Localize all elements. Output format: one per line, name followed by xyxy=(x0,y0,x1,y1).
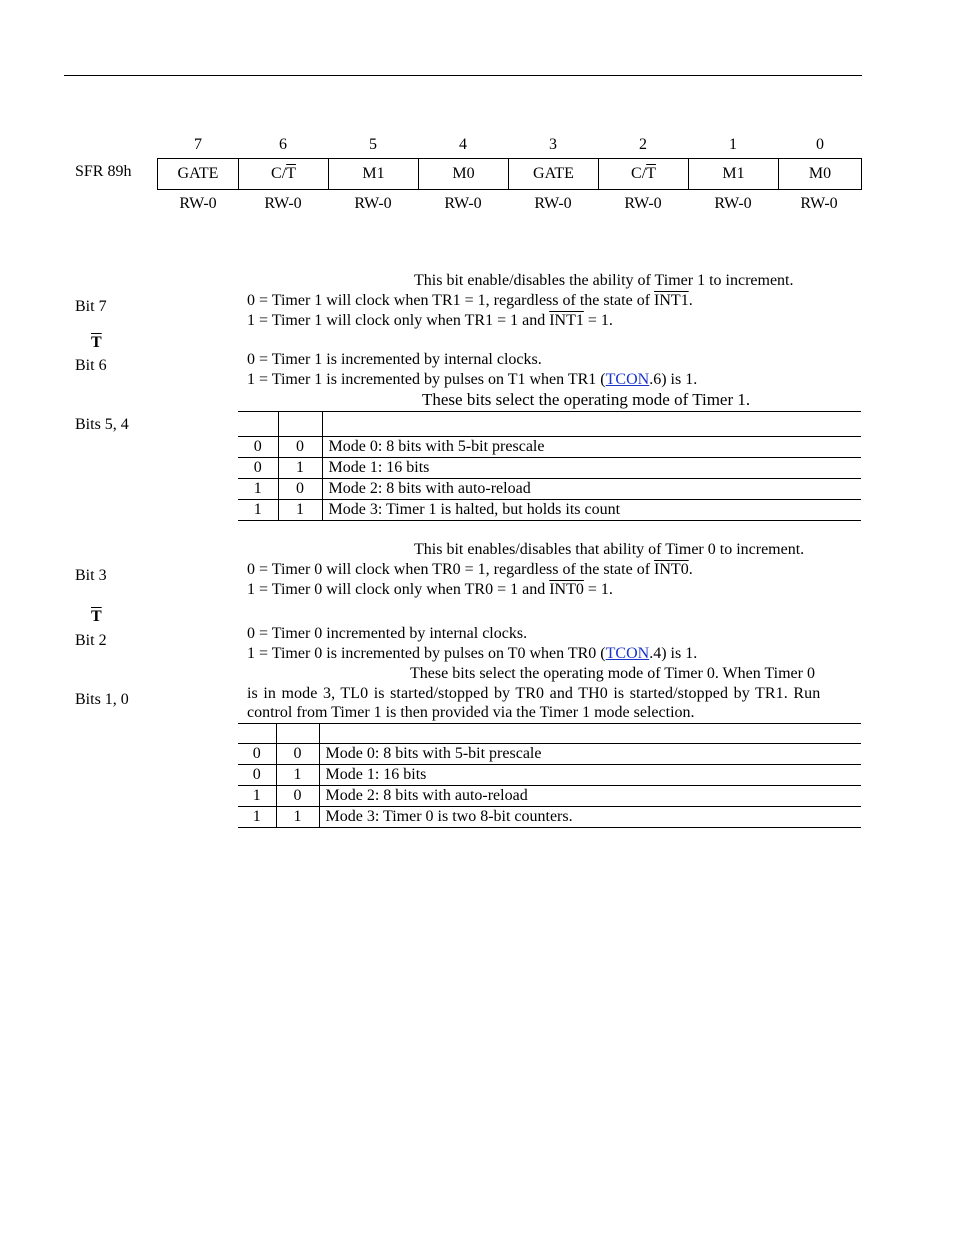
m1-cell: 0 xyxy=(238,437,278,458)
bit-number-7: 7 xyxy=(194,136,202,153)
bit6-option-0: 0 = Timer 1 is incremented by internal clocks. xyxy=(247,351,542,368)
header-cell xyxy=(276,724,319,744)
access-7: RW-0 xyxy=(179,195,217,212)
m0-cell: 0 xyxy=(278,479,322,500)
mode-cell: Mode 1: 16 bits xyxy=(322,458,861,479)
table-row xyxy=(238,744,861,765)
bit-number-0: 0 xyxy=(816,136,824,153)
header-cell xyxy=(322,412,861,437)
bit2-label: Bit 2 xyxy=(75,632,107,649)
header-cell xyxy=(278,412,322,437)
tcon-link[interactable]: TCON xyxy=(605,371,650,388)
bit7-label: Bit 7 xyxy=(75,298,107,315)
register-cell-ct-t1 xyxy=(239,159,329,189)
mode-cell: Mode 3: Timer 0 is two 8-bit counters. xyxy=(319,807,861,828)
bit7-option-1 xyxy=(247,311,613,331)
access-2: RW-0 xyxy=(624,195,662,212)
bit3-option-1 xyxy=(247,580,613,600)
access-1: RW-0 xyxy=(714,195,752,212)
m1-cell: 1 xyxy=(238,807,276,828)
timer0-mode-table xyxy=(238,723,861,828)
tcon-link[interactable]: TCON xyxy=(605,645,650,662)
table-row xyxy=(238,786,861,807)
bit3-label: Bit 3 xyxy=(75,567,107,584)
register-cell-m1-t0: M1 xyxy=(689,159,779,189)
bits10-label: Bits 1, 0 xyxy=(75,691,129,708)
text: . xyxy=(688,292,693,309)
table-header-row xyxy=(238,412,861,437)
bit7-description: This bit enable/disables the ability of Timer 1 to increment. xyxy=(414,272,794,289)
text: 1 = Timer 0 is incremented by pulses on T0 when TR0 ( xyxy=(247,645,606,662)
text: 0 = Timer 0 will clock when TR0 = 1, regardless of the state of xyxy=(247,561,655,578)
header-cell xyxy=(238,412,278,437)
bit7-option-0 xyxy=(247,291,693,311)
m1-cell: 0 xyxy=(238,458,278,479)
bit2-t-bar-symbol: $\overline{T}$ xyxy=(91,608,102,625)
m0-cell: 1 xyxy=(276,765,319,786)
m0-cell: 0 xyxy=(276,744,319,765)
int0-bar: INT0 xyxy=(654,561,689,578)
text: 1 = Timer 1 will clock only when TR1 = 1 and xyxy=(247,312,550,329)
bit3-description: This bit enables/disables that ability of Timer 0 to increment. xyxy=(414,541,805,558)
bit-number-4: 4 xyxy=(459,136,467,153)
mode-cell: Mode 2: 8 bits with auto-reload xyxy=(322,479,861,500)
bit6-label: Bit 6 xyxy=(75,357,107,374)
bit2-option-1 xyxy=(247,644,697,664)
access-4: RW-0 xyxy=(444,195,482,212)
bits10-description-line-2: is in mode 3, TL0 is started/stopped by TR0 and TH0 is started/stopped by TR1. Run xyxy=(247,685,821,702)
access-6: RW-0 xyxy=(264,195,302,212)
bits54-description: These bits select the operating mode of Timer 1. xyxy=(422,390,751,409)
mode-cell: Mode 3: Timer 1 is halted, but holds its count xyxy=(322,500,861,521)
m1-cell: 1 xyxy=(238,786,276,807)
register-cell-m0-t0: M0 xyxy=(808,165,832,182)
register-cell-m0-t1: M0 xyxy=(419,159,509,189)
m0-cell: 1 xyxy=(276,807,319,828)
header-cell xyxy=(238,724,276,744)
header-rule xyxy=(64,75,862,76)
access-3: RW-0 xyxy=(534,195,572,212)
sfr-address-label: SFR 89h xyxy=(75,163,132,180)
text: 1 = Timer 0 will clock only when TR0 = 1 and xyxy=(247,581,550,598)
m0-cell: 0 xyxy=(278,437,322,458)
bit-number-2: 2 xyxy=(639,136,647,153)
bit-number-5: 5 xyxy=(369,136,377,153)
ct-prefix: C/ xyxy=(631,165,647,182)
table-row xyxy=(238,807,861,828)
mode-cell: Mode 0: 8 bits with 5-bit prescale xyxy=(322,437,861,458)
access-5: RW-0 xyxy=(354,195,392,212)
table-row xyxy=(238,479,861,500)
bit6-t-bar-symbol: $\overline{T}$ xyxy=(91,334,102,351)
m1-cell: 1 xyxy=(238,479,278,500)
int1-bar: INT1 xyxy=(549,312,584,329)
bit2-option-0: 0 = Timer 0 incremented by internal clocks. xyxy=(247,625,528,642)
m1-cell: 0 xyxy=(238,744,276,765)
mode-cell: Mode 2: 8 bits with auto-reload xyxy=(319,786,861,807)
access-0: RW-0 xyxy=(800,195,838,212)
bits54-label: Bits 5, 4 xyxy=(75,416,129,433)
ct-bar: $\overline{T}$ xyxy=(286,165,296,182)
table-row xyxy=(238,437,861,458)
bit6-option-1 xyxy=(247,370,697,390)
register-cell-gate-t1: GATE xyxy=(158,159,239,189)
ct-prefix: C/ xyxy=(271,165,287,182)
text: .4) is 1. xyxy=(649,645,698,662)
timer1-mode-table xyxy=(238,411,861,521)
text: 0 = Timer 1 will clock when TR1 = 1, regardless of the state of xyxy=(247,292,655,309)
m0-cell: 1 xyxy=(278,500,322,521)
text: = 1. xyxy=(583,312,613,329)
bit-number-6: 6 xyxy=(279,136,287,153)
register-bit-table xyxy=(157,158,862,190)
text: = 1. xyxy=(583,581,613,598)
mode-cell: Mode 0: 8 bits with 5-bit prescale xyxy=(319,744,861,765)
header-cell xyxy=(319,724,861,744)
text: .6) is 1. xyxy=(649,371,698,388)
m1-cell: 1 xyxy=(238,500,278,521)
table-row xyxy=(238,765,861,786)
m0-cell: 1 xyxy=(278,458,322,479)
table-row xyxy=(238,458,861,479)
table-header-row xyxy=(238,724,861,744)
register-cell-gate-t0: GATE xyxy=(509,159,599,189)
bits10-description-line-3: control from Timer 1 is then provided via the Timer 1 mode selection. xyxy=(247,704,695,721)
int1-bar: INT1 xyxy=(654,292,689,309)
table-row xyxy=(238,500,861,521)
m1-cell: 0 xyxy=(238,765,276,786)
bit-number-1: 1 xyxy=(729,136,737,153)
bits10-description-line-1: These bits select the operating mode of Timer 0. When Timer 0 xyxy=(410,665,815,682)
mode-cell: Mode 1: 16 bits xyxy=(319,765,861,786)
register-cell-m1-t1: M1 xyxy=(329,159,419,189)
bit3-option-0 xyxy=(247,560,693,580)
int0-bar: INT0 xyxy=(549,581,584,598)
m0-cell: 0 xyxy=(276,786,319,807)
register-cell-ct-t0 xyxy=(599,159,689,189)
text: . xyxy=(688,561,693,578)
text: 1 = Timer 1 is incremented by pulses on T1 when TR1 ( xyxy=(247,371,606,388)
ct-bar: $\overline{T}$ xyxy=(646,165,656,182)
bit-number-3: 3 xyxy=(549,136,557,153)
